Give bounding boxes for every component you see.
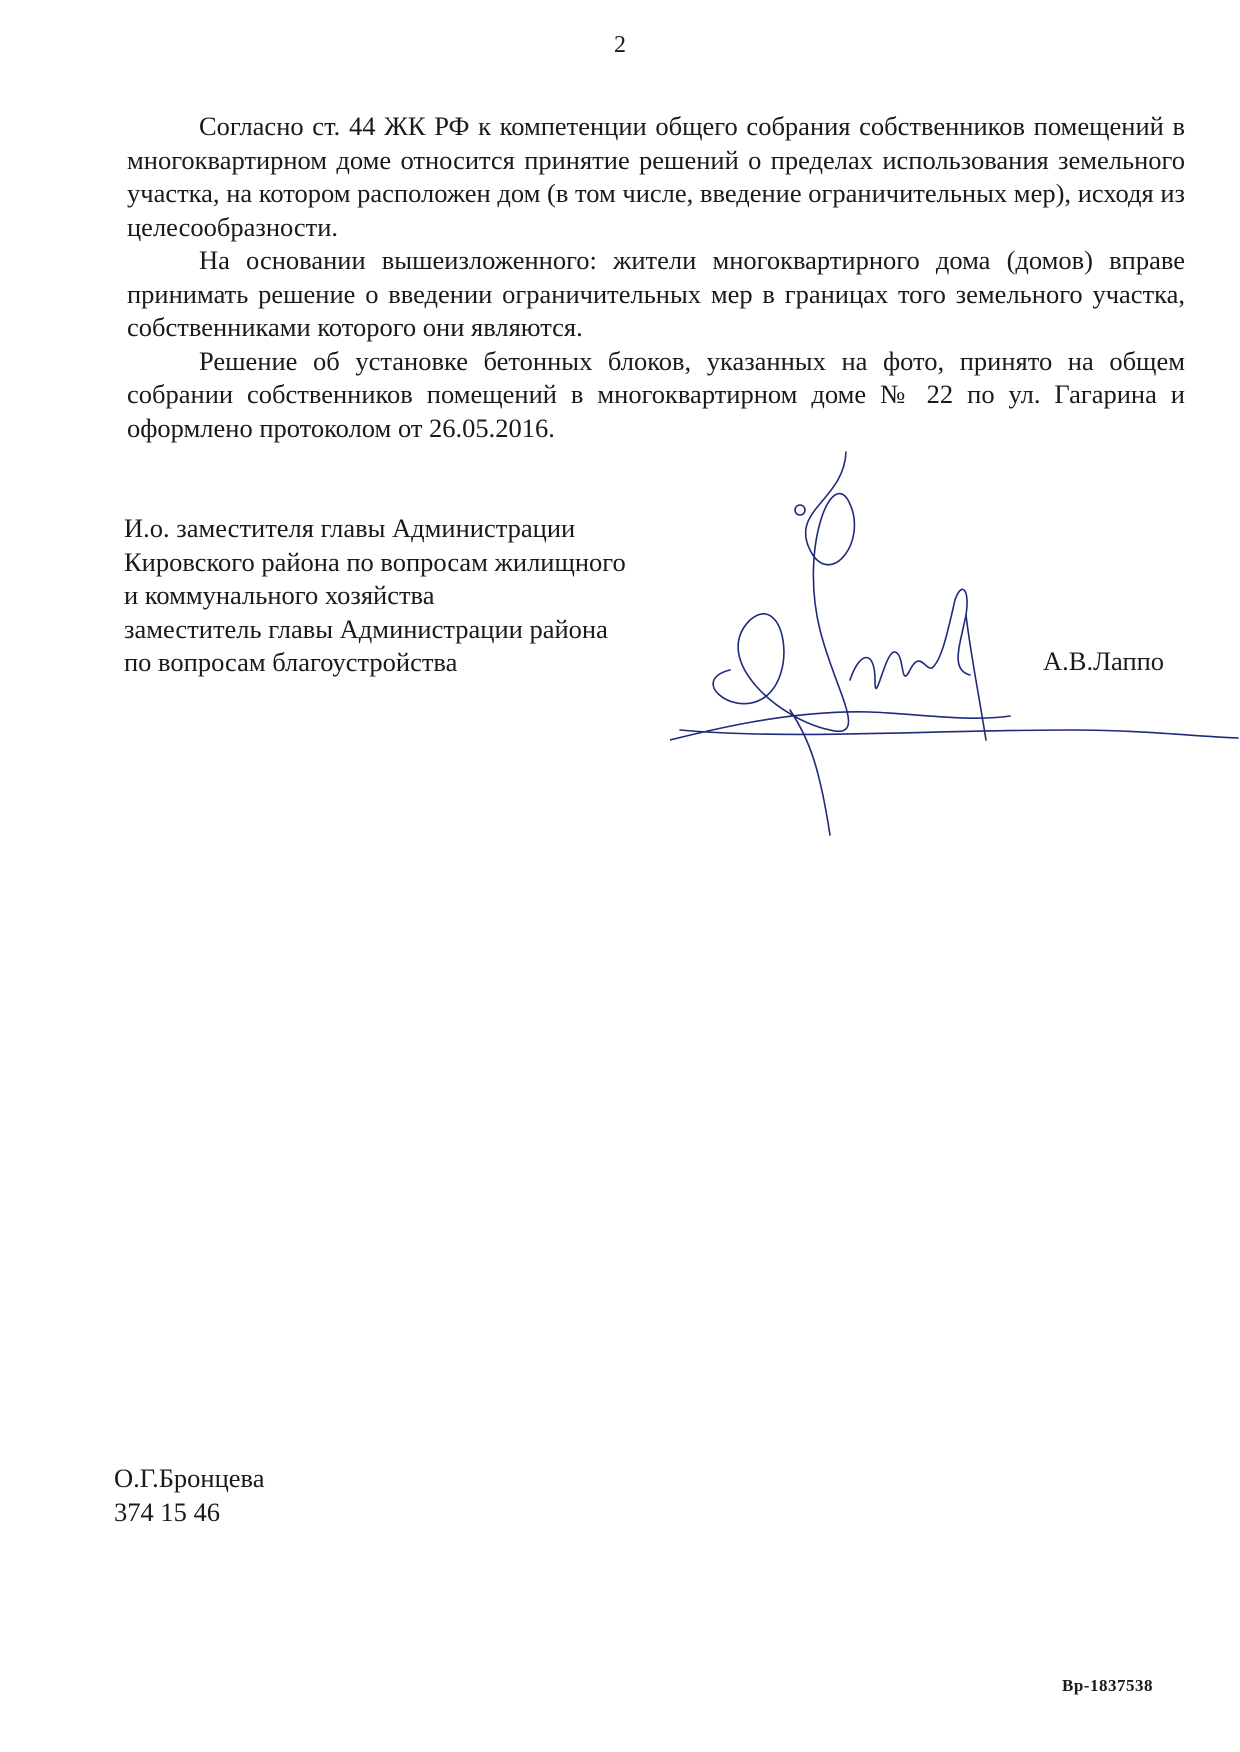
signer-name: А.В.Лаппо	[1043, 646, 1165, 676]
registration-number: Вр-1837538	[1062, 1676, 1153, 1695]
handwritten-signature	[670, 440, 1240, 850]
paragraph-conclusion: На основании вышеизложенного: жители многоквартирного дома (домов) вправе принимать решение о введении ограничительных мер в границах того земельного участка, собственниками которого они являются.	[127, 245, 1185, 342]
signatory-title	[124, 512, 626, 680]
signatory-title-line: по вопросам благоустройства	[124, 647, 458, 677]
paragraph-decision: Решение об установке бетонных блоков, указанных на фото, принято на общем собрании собственников помещений в многоквартирном доме № 22 по ул. Гагарина и оформлено протоколом от 26.05.2016.	[127, 345, 1185, 443]
letter-body	[127, 110, 1185, 445]
page-number: 2	[614, 32, 626, 58]
signatory-title-line: И.о. заместителя главы Администрации	[124, 513, 576, 543]
executor-info	[114, 1462, 265, 1529]
signatory-title-line: и коммунального хозяйства	[124, 580, 435, 610]
executor-phone: 374 15 46	[114, 1496, 220, 1527]
executor-name: О.Г.Бронцева	[114, 1463, 265, 1493]
signatory-title-line: заместитель главы Администрации района	[124, 613, 608, 644]
paragraph-jurisdiction: Согласно ст. 44 ЖК РФ к компетенции общего собрания собственников помещений в многоквартирном доме относится принятие решений о пределах использования земельного участка, на котором расположен дом (в том числе, введение ограничительных мер), исходя из целесообразности.	[127, 111, 1185, 242]
signatory-title-line: Кировского района по вопросам жилищного	[124, 546, 626, 577]
